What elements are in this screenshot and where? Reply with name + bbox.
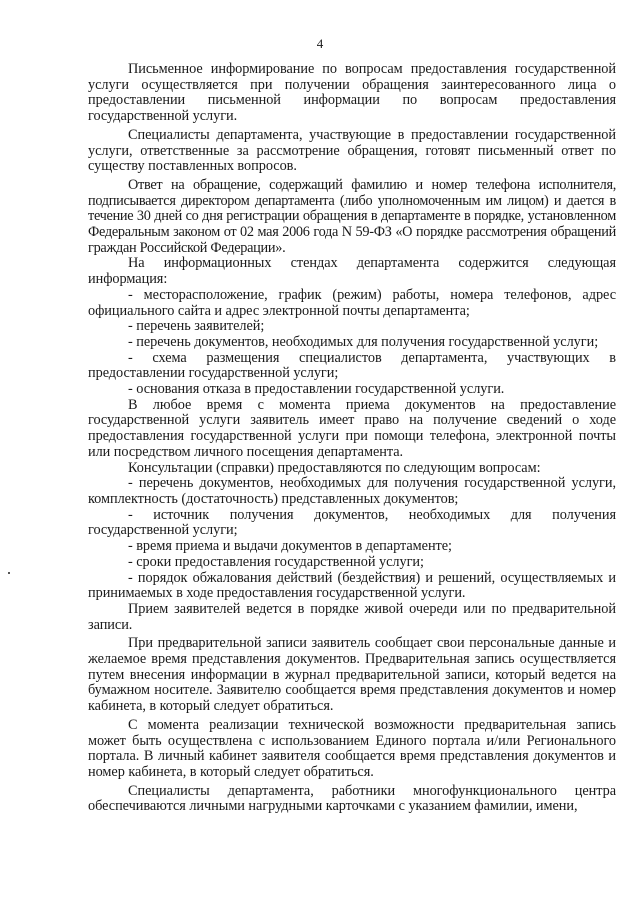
paragraph-specialists-reply: Специалисты департамента, участвующие в предоставлении государственной услуги, ответственные за рассмотрение обращения, готовят письменный ответ по существу поставленных вопросов. [88, 126, 616, 175]
list-item-docs-source: - источник получения документов, необходимых для получения государственной услуги; [88, 506, 616, 539]
document-body [88, 62, 616, 815]
list-item-terms: - сроки предоставления государственной услуги; [128, 553, 424, 570]
list-item-scheme: - схема размещения специалистов департамента, участвующих в предоставлении государственной услуги; [88, 349, 616, 382]
paragraph-badges: Специалисты департамента, работники многофункционального центра обеспечиваются личными нагрудными карточками с указанием фамилии, имени, [88, 782, 616, 815]
paragraph-info-stands: На информационных стендах департамента содержится следующая информация: [88, 255, 616, 288]
list-item-docs-completeness: - перечень документов, необходимых для получения государственной услуги, комплектность (достаточность) представленных документов; [88, 475, 616, 507]
list-item-appeal-procedure: - порядок обжалования действий (бездействия) и решений, осуществляемых и принимаемых в ходе предоставления государственной услуги. [88, 569, 616, 602]
list-item-location: - месторасположение, график (режим) работы, номера телефонов, адрес официального сайта и адрес электронной почты департамента; [88, 286, 616, 319]
list-item-refusal-grounds: - основания отказа в предоставлении государственной услуги. [128, 381, 505, 398]
list-item-reception-time: - время приема и выдачи документов в департаменте; [128, 538, 452, 555]
paragraph-status-info: В любое время с момента приема документов на предоставление государственной услуги заявитель имеет право на получение сведений о ходе предоставления государственной услуги при помощи телефона, электронной почты или посредством личного посещения департамента. [88, 396, 616, 460]
page-number: 4 [316, 36, 324, 51]
paragraph-reception-queue: Прием заявителей ведется в порядке живой очереди или по предварительной записи. [88, 600, 616, 633]
list-item-applicants: - перечень заявителей; [128, 318, 265, 335]
paragraph-written-informing: Письменное информирование по вопросам предоставления государственной услуги осуществляется при получении обращения заинтересованного лица о предоставлении письменной информации по вопросам предоставления государственной услуги. [88, 61, 616, 125]
list-item-documents: - перечень документов, необходимых для получения государственной услуги; [128, 333, 599, 350]
paragraph-pre-registration: При предварительной записи заявитель сообщает свои персональные данные и желаемое время представления документов. Предварительная запись осуществляется путем внесения информации в журнал предварительной записи, который ведется на бумажном носителе. Заявителю сообщается время представления документов и номер кабинета, в который следует обратиться. [88, 635, 616, 715]
scan-speck [8, 572, 10, 574]
paragraph-consultations: Консультации (справки) предоставляются по следующим вопросам: [128, 459, 541, 476]
paragraph-portal-registration: С момента реализации технической возможности предварительная запись может быть осуществлена с использованием Единого портала и/или Регионального портала. В личный кабинет заявителя сообщается время представления документов и номер кабинета, в который следует обратиться. [88, 716, 616, 780]
paragraph-reply-signature: Ответ на обращение, содержащий фамилию и номер телефона исполнителя, подписывается директором департамента (либо уполномоченным им лицом) и дается в течение 30 дней со дня регистрации обращения в департаменте в порядке, установленном Федеральным законом от 02 мая 2006 года N 59-ФЗ «О порядке рассмотрения обращений граждан Российской Федерации». [88, 176, 616, 256]
